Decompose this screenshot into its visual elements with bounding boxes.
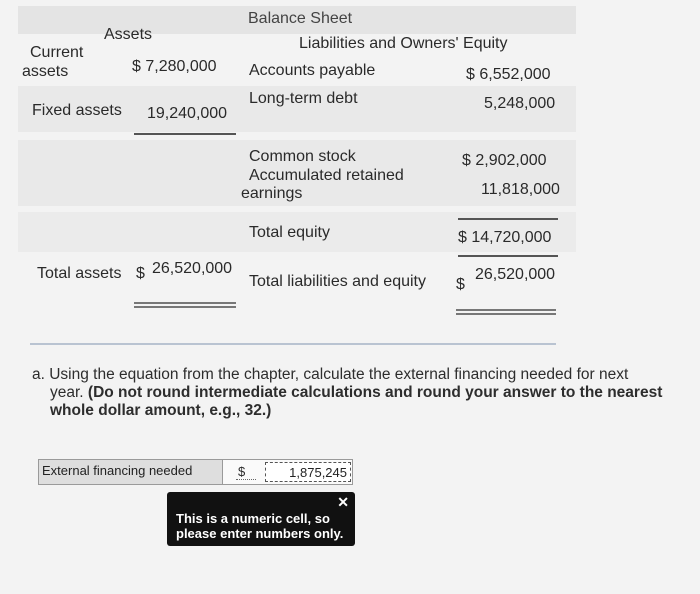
total-assets-value: 26,520,000 (152, 260, 233, 277)
external-financing-dollar: $ (236, 464, 256, 480)
total-le-dollar: $ (456, 276, 465, 293)
long-term-debt-label: Long-term debt (249, 90, 358, 107)
total-assets-dollar: $ (136, 265, 145, 282)
question-text (32, 366, 672, 420)
total-le-label: Total liabilities and equity (249, 273, 426, 290)
close-icon[interactable]: ✕ (337, 494, 349, 510)
assets-header: Assets (104, 26, 153, 43)
common-stock-label: Common stock (249, 148, 356, 165)
question-instruction: (Do not round intermediate calculations and round your answer to the nearest whole dollar amount, e.g., 32.) (50, 384, 663, 419)
retained-earnings-label-2: earnings (241, 185, 303, 202)
retained-earnings-label-1: Accumulated retained (249, 167, 404, 184)
question-prefix: a. Using the equation from the chapter, calculate the external financing needed for next (32, 366, 629, 383)
question-line2: year. (50, 384, 88, 401)
fixed-assets-value: 19,240,000 (147, 105, 228, 122)
total-assets-label: Total assets (37, 265, 122, 282)
total-equity-underline (458, 255, 558, 257)
retained-earnings-value: 11,818,000 (481, 181, 560, 198)
current-assets-value: $ 7,280,000 (132, 58, 217, 75)
current-assets-label-2: assets (22, 63, 69, 80)
total-equity-label: Total equity (249, 224, 330, 241)
total-le-double-underline (456, 309, 556, 315)
current-assets-label-1: Current (30, 44, 84, 61)
external-financing-label: External financing needed (39, 460, 223, 484)
fixed-assets-underline (134, 133, 236, 135)
retained-earnings-underline (458, 218, 558, 220)
fixed-assets-label: Fixed assets (32, 102, 122, 119)
external-financing-row (38, 459, 353, 485)
numeric-cell-tooltip (167, 492, 355, 546)
total-equity-value: $ 14,720,000 (458, 229, 552, 246)
total-le-value: 26,520,000 (475, 266, 556, 283)
table-bottom-separator (30, 343, 556, 345)
accounts-payable-value: $ 6,552,000 (466, 66, 551, 83)
liabilities-header: Liabilities and Owners' Equity (299, 35, 508, 52)
external-financing-input[interactable] (265, 462, 351, 482)
sheet-title: Balance Sheet (248, 10, 353, 27)
accounts-payable-label: Accounts payable (249, 62, 376, 79)
total-assets-double-underline (134, 302, 236, 308)
common-stock-value: $ 2,902,000 (462, 152, 547, 169)
long-term-debt-value: 5,248,000 (484, 95, 556, 112)
tooltip-text: This is a numeric cell, so please enter numbers only. (176, 511, 344, 541)
